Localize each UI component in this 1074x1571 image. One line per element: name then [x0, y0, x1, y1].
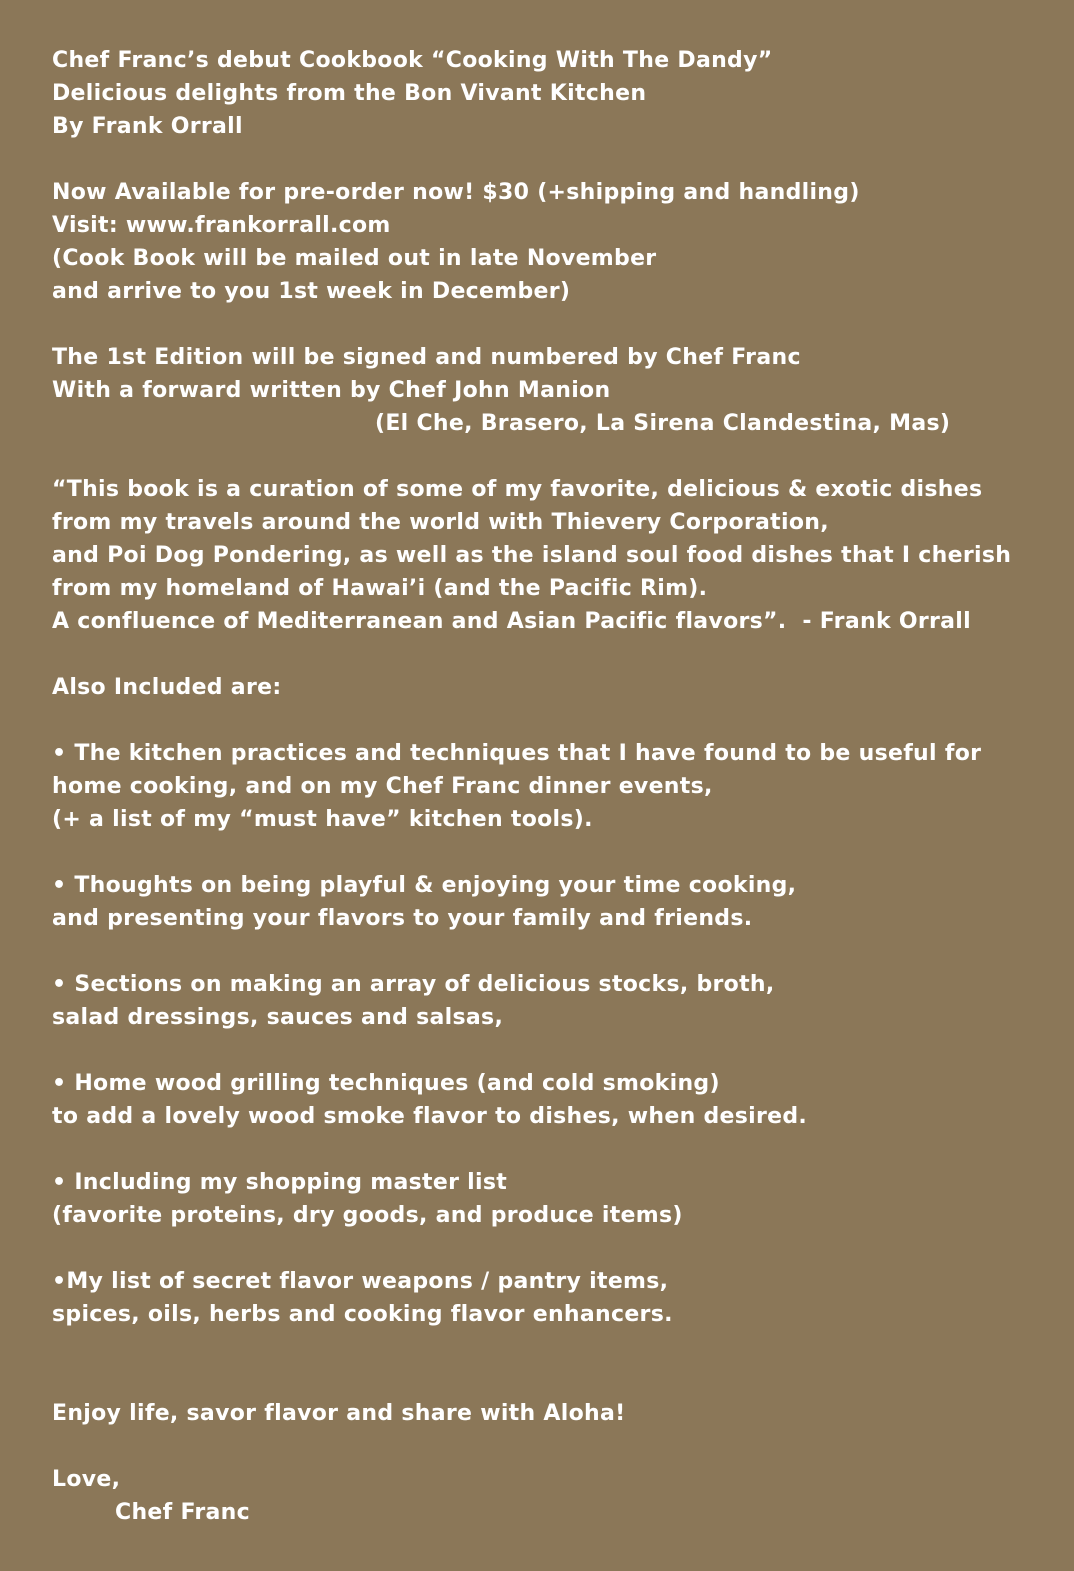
spacer — [52, 143, 1052, 176]
included-item-flavor-weapons: •My list of secret flavor weapons / pantry items, — [52, 1269, 669, 1294]
header-author: By Frank Orrall — [52, 114, 243, 139]
preorder-shipping-note: (Cook Book will be mailed out in late November — [52, 246, 657, 271]
spacer — [52, 1133, 1052, 1166]
spacer — [52, 308, 1052, 341]
edition-signed: The 1st Edition will be signed and numbered by Chef Franc — [52, 345, 801, 370]
quote-line: from my homeland of Hawai’i (and the Pacific Rim). — [52, 576, 708, 601]
quote-line: “This book is a curation of some of my favorite, delicious & exotic dishes — [52, 477, 983, 502]
quote-attribution: A confluence of Mediterranean and Asian Pacific flavors”. - Frank Orrall — [52, 609, 971, 634]
included-item-flavor-weapons: spices, oils, herbs and cooking flavor enhancers. — [52, 1302, 673, 1327]
spacer — [52, 1430, 1052, 1463]
quote-line: and Poi Dog Pondering, as well as the island soul food dishes that I cherish — [52, 543, 1012, 568]
spacer — [52, 638, 1052, 671]
included-item-shopping-list: • Including my shopping master list — [52, 1170, 508, 1195]
edition-forward: With a forward written by Chef John Manion — [52, 378, 611, 403]
included-item-kitchen-practices: (+ a list of my “must have” kitchen tools). — [52, 807, 593, 832]
closing-love: Love, — [52, 1467, 121, 1492]
included-item-shopping-list: (favorite proteins, dry goods, and produce items) — [52, 1203, 683, 1228]
included-heading: Also Included are: — [52, 675, 282, 700]
included-item-stocks-sauces: salad dressings, sauces and salsas, — [52, 1005, 504, 1030]
spacer — [52, 935, 1052, 968]
spacer — [52, 704, 1052, 737]
included-item-kitchen-practices: • The kitchen practices and techniques that I have found to be useful for — [52, 741, 982, 766]
included-item-stocks-sauces: • Sections on making an array of delicious stocks, broth, — [52, 972, 775, 997]
spacer — [52, 1232, 1052, 1265]
preorder-website: Visit: www.frankorrall.com — [52, 213, 391, 238]
closing-motto: Enjoy life, savor flavor and share with Aloha! — [52, 1401, 626, 1426]
header-subtitle: Delicious delights from the Bon Vivant Kitchen — [52, 81, 647, 106]
quote-line: from my travels around the world with Thievery Corporation, — [52, 510, 829, 535]
preorder-price: Now Available for pre-order now! $30 (+shipping and handling) — [52, 180, 860, 205]
included-item-wood-grilling: • Home wood grilling techniques (and cold smoking) — [52, 1071, 720, 1096]
closing-signature: Chef Franc — [115, 1500, 250, 1525]
included-item-kitchen-practices: home cooking, and on my Chef Franc dinner events, — [52, 774, 713, 799]
header-title: Chef Franc’s debut Cookbook “Cooking With The Dandy” — [52, 48, 773, 73]
flyer-text — [52, 44, 1052, 1529]
included-item-playful-cooking: and presenting your flavors to your family and friends. — [52, 906, 753, 931]
included-item-playful-cooking: • Thoughts on being playful & enjoying your time cooking, — [52, 873, 797, 898]
spacer — [52, 1331, 1052, 1397]
included-item-wood-grilling: to add a lovely wood smoke flavor to dishes, when desired. — [52, 1104, 808, 1129]
spacer — [52, 836, 1052, 869]
preorder-arrival-note: and arrive to you 1st week in December) — [52, 279, 571, 304]
edition-chef-credits: (El Che, Brasero, La Sirena Clandestina, Mas) — [375, 411, 951, 436]
spacer — [52, 1034, 1052, 1067]
spacer — [52, 440, 1052, 473]
